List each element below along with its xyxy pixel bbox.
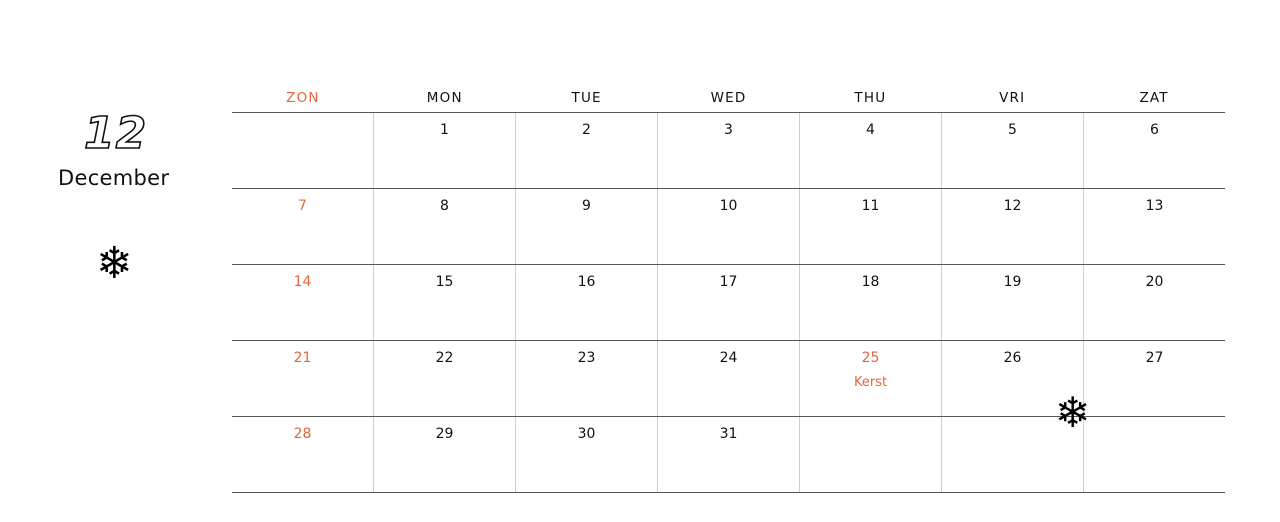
week-row xyxy=(232,189,1225,265)
snowflake-icon: ❄ xyxy=(1055,388,1091,437)
day-cell[interactable] xyxy=(942,113,1084,188)
weekday-header-zon: ZON xyxy=(286,90,320,106)
day-number: 14 xyxy=(293,274,312,290)
day-number: 17 xyxy=(719,274,738,290)
week-row xyxy=(232,113,1225,189)
day-cell[interactable] xyxy=(232,417,374,492)
day-number: 19 xyxy=(1003,274,1022,290)
snowflake-icon: ❄ xyxy=(96,238,133,289)
day-number: 7 xyxy=(298,198,307,214)
day-cell[interactable] xyxy=(1084,341,1225,416)
day-cell[interactable] xyxy=(232,341,374,416)
day-cell[interactable] xyxy=(942,265,1084,340)
day-cell[interactable] xyxy=(232,113,374,188)
day-number: 16 xyxy=(577,274,596,290)
day-number: 1 xyxy=(440,122,449,138)
day-number: 11 xyxy=(861,198,880,214)
day-number: 9 xyxy=(582,198,591,214)
day-cell[interactable] xyxy=(374,265,516,340)
day-cell[interactable] xyxy=(374,189,516,264)
day-cell[interactable] xyxy=(800,189,942,264)
day-number: 23 xyxy=(577,350,596,366)
weekday-header-zat: ZAT xyxy=(1139,90,1169,106)
day-number: 26 xyxy=(1003,350,1022,366)
day-number: 28 xyxy=(293,426,312,442)
day-number: 3 xyxy=(724,122,733,138)
day-cell[interactable] xyxy=(1084,417,1225,492)
weekday-header-row xyxy=(232,84,1225,112)
day-cell[interactable] xyxy=(658,341,800,416)
day-event: Kerst xyxy=(853,375,888,390)
day-cell[interactable] xyxy=(1084,113,1225,188)
day-cell[interactable] xyxy=(658,113,800,188)
day-number: 30 xyxy=(577,426,596,442)
day-number: 31 xyxy=(719,426,738,442)
day-cell[interactable] xyxy=(800,341,942,416)
day-number: 4 xyxy=(866,122,875,138)
day-number: 24 xyxy=(719,350,738,366)
day-cell[interactable] xyxy=(658,265,800,340)
day-cell[interactable] xyxy=(800,265,942,340)
day-number: 2 xyxy=(582,122,591,138)
weekday-header-mon: MON xyxy=(426,90,463,106)
day-number: 22 xyxy=(435,350,454,366)
day-cell[interactable] xyxy=(374,113,516,188)
day-number: 29 xyxy=(435,426,454,442)
day-cell[interactable] xyxy=(516,417,658,492)
day-cell[interactable] xyxy=(1084,265,1225,340)
day-cell[interactable] xyxy=(516,189,658,264)
day-number: 18 xyxy=(861,274,880,290)
weekday-header-wed: WED xyxy=(710,90,747,106)
month-name: December xyxy=(58,166,170,190)
day-number: 15 xyxy=(435,274,454,290)
day-number: 10 xyxy=(719,198,738,214)
month-number: 12 xyxy=(84,108,148,159)
day-number: 5 xyxy=(1008,122,1017,138)
day-cell[interactable] xyxy=(800,417,942,492)
day-number: 25 xyxy=(861,350,880,366)
day-cell[interactable] xyxy=(232,265,374,340)
day-cell[interactable] xyxy=(658,189,800,264)
day-number: 20 xyxy=(1145,274,1164,290)
weekday-header-thu: THU xyxy=(854,90,887,106)
day-cell[interactable] xyxy=(516,113,658,188)
day-cell[interactable] xyxy=(658,417,800,492)
day-cell[interactable] xyxy=(374,341,516,416)
weekday-header-vri: VRI xyxy=(999,90,1026,106)
month-header xyxy=(0,0,232,522)
day-number: 13 xyxy=(1145,198,1164,214)
day-cell[interactable] xyxy=(232,189,374,264)
day-cell[interactable] xyxy=(374,417,516,492)
day-number: 6 xyxy=(1150,122,1159,138)
day-cell[interactable] xyxy=(516,341,658,416)
day-number: 8 xyxy=(440,198,449,214)
day-cell[interactable] xyxy=(516,265,658,340)
day-cell[interactable] xyxy=(942,189,1084,264)
day-number: 12 xyxy=(1003,198,1022,214)
day-cell[interactable] xyxy=(800,113,942,188)
week-row xyxy=(232,265,1225,341)
day-number: 27 xyxy=(1145,350,1164,366)
day-number: 21 xyxy=(293,350,312,366)
weekday-header-tue: TUE xyxy=(571,90,602,106)
day-cell[interactable] xyxy=(1084,189,1225,264)
